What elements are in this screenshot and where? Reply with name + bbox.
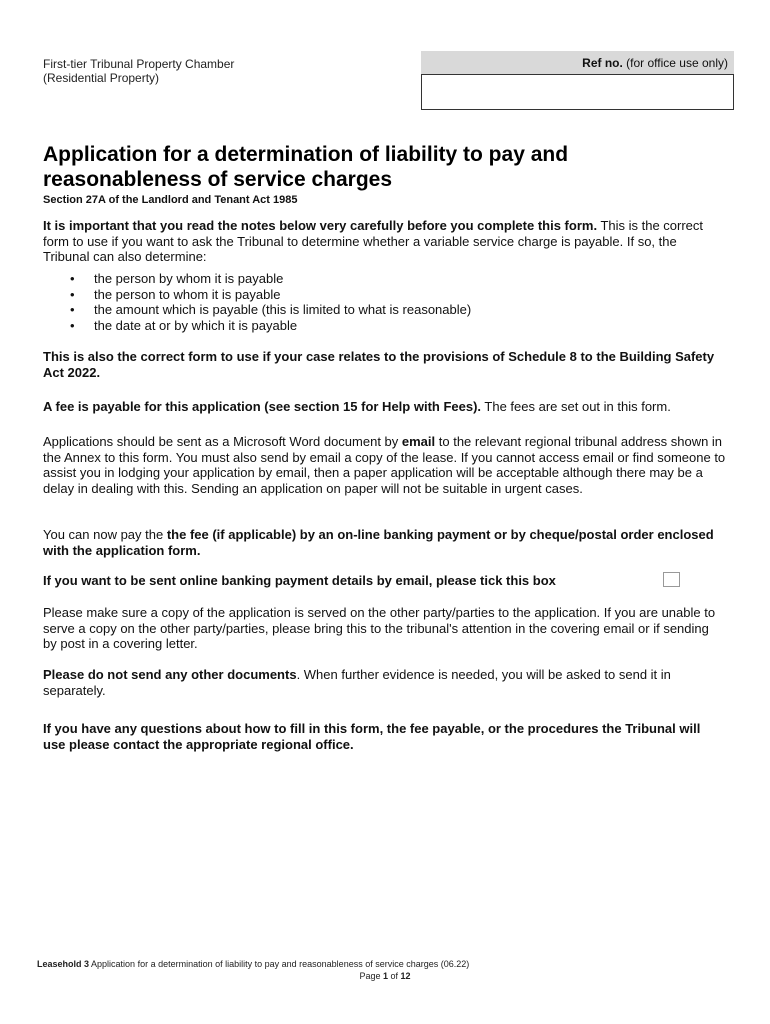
tribunal-name-line1: First-tier Tribunal Property Chamber bbox=[43, 57, 235, 71]
list-item: • the person by whom it is payable bbox=[70, 271, 471, 287]
of-word: of bbox=[388, 971, 401, 981]
tick-box-label: If you want to be sent online banking payment details by email, please tick this box bbox=[43, 573, 556, 588]
serve-note: Please make sure a copy of the application is served on the other party/parties to the application. If you are unable to serve a copy on the other party/parties, please bring this to the tribunal's attention in the covering email or if sending by post in a covering letter. bbox=[43, 605, 716, 651]
total-pages: 12 bbox=[400, 971, 411, 981]
tribunal-name-line2: (Residential Property) bbox=[43, 71, 160, 85]
list-item: • the date at or by which it is payable bbox=[70, 318, 471, 334]
applications-paragraph bbox=[43, 434, 726, 496]
reference-label: Ref no. bbox=[582, 56, 623, 70]
documents-bold: Please do not send any other documents bbox=[43, 667, 297, 682]
intro-bold: It is important that you read the notes below very carefully before you complete this form. bbox=[43, 218, 598, 233]
questions-note: If you have any questions about how to fill in this form, the fee payable, or the procedures the Tribunal will use please contact the appropriate regional office. bbox=[43, 721, 701, 752]
reference-note: (for office use only) bbox=[626, 56, 728, 70]
fee-paragraph bbox=[43, 399, 726, 415]
applications-email-bold: email bbox=[401, 434, 436, 449]
documents-text: . When further evidence is needed, you will be asked to send it in separately. bbox=[43, 667, 671, 698]
payment-bold: the fee (if applicable) by an on-line banking payment or by cheque/postal order enclosed with the application form. bbox=[43, 527, 714, 558]
page-word: Page bbox=[359, 971, 383, 981]
current-page: 1 bbox=[382, 971, 388, 981]
fee-bold: A fee is payable for this application (see section 15 for Help with Fees). bbox=[43, 399, 482, 414]
applications-text-2: to the relevant regional tribunal address shown in the Annex to this form. You must also send by email a copy of the lease. If you cannot access email or find someone to assist you in lodging your application by email, then a paper application will be acceptable although there may be a delay in dealing with this. Sending an application on paper will not be suitable in urgent cases. bbox=[43, 434, 726, 496]
intro-text: This is the correct form to use if you want to ask the Tribunal to determine whether a variable service charge is payable. If so, the Tribunal can also determine: bbox=[43, 218, 704, 264]
documents-paragraph bbox=[43, 667, 726, 698]
page-number bbox=[0, 971, 770, 981]
page-title: Application for a determination of liability to pay and reasonableness of service charges bbox=[43, 143, 569, 191]
legislation-subtitle: Section 27A of the Landlord and Tenant Act 1985 bbox=[43, 194, 298, 206]
reference-number-field[interactable] bbox=[421, 74, 734, 110]
reference-header bbox=[421, 51, 734, 74]
payment-paragraph bbox=[43, 527, 726, 558]
list-item: • the person to whom it is payable bbox=[70, 287, 471, 303]
intro-paragraph bbox=[43, 218, 726, 265]
reference-box bbox=[421, 51, 734, 110]
applications-text-1: Applications should be sent as a Microsoft Word document by bbox=[43, 434, 402, 449]
fee-text: The fees are set out in this form. bbox=[481, 399, 671, 414]
form-footer bbox=[37, 959, 469, 969]
list-item: • the amount which is payable (this is limited to what is reasonable) bbox=[70, 302, 471, 318]
online-banking-checkbox[interactable] bbox=[663, 572, 680, 587]
form-description: Application for a determination of liability to pay and reasonableness of service charges (06.22) bbox=[89, 959, 470, 969]
schedule-note: This is also the correct form to use if your case relates to the provisions of Schedule 8 to the Building Safety Act 2022. bbox=[43, 349, 715, 380]
tribunal-name bbox=[43, 57, 234, 85]
form-id: Leasehold 3 bbox=[37, 959, 90, 969]
determination-list bbox=[70, 271, 471, 333]
payment-text: You can now pay the bbox=[43, 527, 167, 542]
